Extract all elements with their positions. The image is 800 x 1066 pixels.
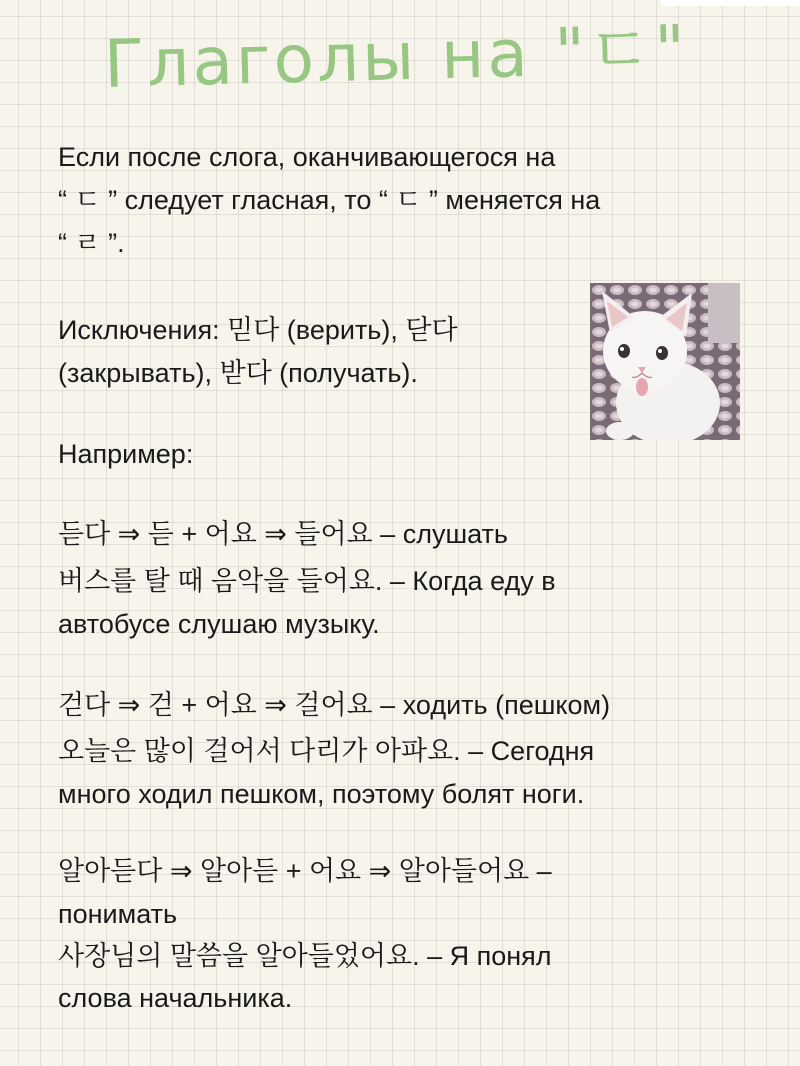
example-2-sentence-line-2: много ходил пешком, поэтому болят ноги. [58, 779, 585, 809]
example-3-conjugation: 알아듣다 ⇒ 알아듣 + 어요 ⇒ 알아들어요 – [58, 856, 552, 886]
cat-photo [590, 283, 740, 440]
example-1-sentence-line-2: автобусе слушаю музыку. [58, 609, 380, 639]
example-3-conjugation-meaning: понимать [58, 899, 178, 929]
exceptions-line-2: (закрывать), 받다 (получать). [58, 358, 418, 388]
example-2-conjugation: 걷다 ⇒ 걷 + 어요 ⇒ 걸어요 – ходить (пешком) [58, 690, 611, 720]
exceptions-line-1: Исключения: 믿다 (верить), 닫다 [58, 315, 458, 345]
example-3-sentence-line-2: слова начальника. [58, 983, 293, 1013]
example-heading: Например: [58, 439, 194, 469]
rule-line-2: “ ㄷ ” следует гласная, то “ ㄷ ” меняется на [58, 185, 601, 215]
page-title: Глаголы на "ㄷ" [102, 10, 690, 103]
rule-line-3: “ ㄹ ”. [58, 228, 125, 258]
cat-illustration [590, 283, 740, 440]
example-1-sentence-line-1: 버스를 탈 때 음악을 들어요. – Когда еду в [58, 566, 556, 596]
example-2-sentence-line-1: 오늘은 많이 걸어서 다리가 아파요. – Сегодня [58, 736, 595, 766]
example-1-conjugation: 듣다 ⇒ 듣 + 어요 ⇒ 들어요 – слушать [58, 519, 508, 549]
rule-line-1: Если после слога, оканчивающегося на [58, 142, 556, 172]
example-3-sentence-line-1: 사장님의 말씀을 알아들었어요. – Я понял [58, 941, 552, 971]
